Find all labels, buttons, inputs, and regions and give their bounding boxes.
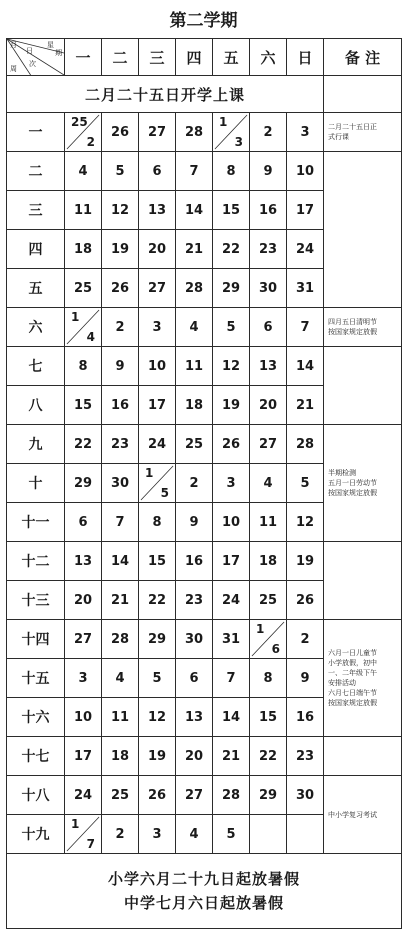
weekday-header: 日 — [287, 39, 324, 76]
day-cell: 25 — [176, 425, 213, 464]
note-line: 小学放假，初中 — [328, 659, 377, 667]
day-cell: 26 — [287, 581, 324, 620]
day-cell: 16 — [287, 698, 324, 737]
day-cell: 27 — [139, 113, 176, 152]
day-cell: 28 — [287, 425, 324, 464]
day-cell: 30 — [176, 620, 213, 659]
day-cell: 18 — [250, 542, 287, 581]
new-month-number: 7 — [86, 837, 95, 851]
footer-row — [7, 854, 402, 929]
day-cell: 19 — [102, 230, 139, 269]
day-cell: 22 — [139, 581, 176, 620]
day-cell: 15 — [65, 386, 102, 425]
new-month-number: 5 — [160, 486, 169, 500]
week-row — [7, 737, 402, 776]
day-cell: 25 — [65, 269, 102, 308]
day-cell: 20 — [250, 386, 287, 425]
note-line: 五月一日劳动节 — [328, 479, 377, 487]
new-month-number: 4 — [86, 330, 95, 344]
day-cell: 5 — [139, 659, 176, 698]
day-cell: 12 — [213, 347, 250, 386]
week-number: 一 — [7, 113, 65, 152]
term-start-banner: 二月二十五日开学上课 — [7, 76, 324, 113]
day-cell: 5 — [213, 308, 250, 347]
week-row — [7, 542, 402, 581]
notes-cell — [324, 152, 402, 308]
notes-cell — [324, 542, 402, 620]
week-number: 三 — [7, 191, 65, 230]
day-cell: 20 — [139, 230, 176, 269]
footer-line: 中学七月六日起放暑假 — [123, 894, 284, 912]
day-cell: 12 — [287, 503, 324, 542]
note-line: 按国家规定放假 — [328, 699, 377, 707]
week-number: 十九 — [7, 815, 65, 854]
week-number: 二 — [7, 152, 65, 191]
day-cell: 3 — [139, 815, 176, 854]
day-cell: 28 — [176, 113, 213, 152]
corner-day: 日 — [26, 47, 33, 55]
day-cell: 23 — [102, 425, 139, 464]
day-cell: 15 — [213, 191, 250, 230]
day-cell: 8 — [139, 503, 176, 542]
week-number: 七 — [7, 347, 65, 386]
day-cell: 11 — [250, 503, 287, 542]
week-number: 十八 — [7, 776, 65, 815]
day-cell: 20 — [176, 737, 213, 776]
note-line: 六月一日儿童节 — [328, 649, 377, 657]
week-number: 十五 — [7, 659, 65, 698]
notes-cell — [324, 620, 402, 737]
day-cell: 24 — [213, 581, 250, 620]
day-cell: 13 — [139, 191, 176, 230]
day-number: 1 — [145, 466, 154, 480]
day-cell: 10 — [287, 152, 324, 191]
day-cell: 14 — [102, 542, 139, 581]
day-cell: 3 — [139, 308, 176, 347]
note-line: 一、二年级下午 — [328, 669, 377, 677]
day-cell: 24 — [139, 425, 176, 464]
note-line: 安排活动 — [328, 679, 356, 687]
week-row — [7, 113, 402, 152]
new-month-number: 2 — [86, 135, 95, 149]
note-line: 按国家规定放假 — [328, 328, 377, 336]
day-cell: 18 — [102, 737, 139, 776]
day-cell: 21 — [213, 737, 250, 776]
day-cell: 27 — [176, 776, 213, 815]
day-number: 1 — [71, 817, 80, 831]
day-cell: 2 — [102, 815, 139, 854]
day-cell: 21 — [102, 581, 139, 620]
corner-star: 星 — [47, 41, 54, 49]
day-cell: 24 — [287, 230, 324, 269]
corner-ci: 次 — [29, 60, 36, 68]
day-cell: 7 — [102, 503, 139, 542]
note-line: 半期检测 — [328, 469, 356, 477]
day-cell: 4 — [250, 464, 287, 503]
week-row — [7, 308, 402, 347]
week-number: 十七 — [7, 737, 65, 776]
month-boundary-cell — [65, 113, 102, 152]
week-number: 十六 — [7, 698, 65, 737]
notes-cell — [324, 308, 402, 347]
week-number: 四 — [7, 230, 65, 269]
notes-cell — [324, 76, 402, 113]
corner-header — [7, 39, 65, 76]
day-cell: 2 — [250, 113, 287, 152]
day-cell: 6 — [65, 503, 102, 542]
day-cell: 2 — [102, 308, 139, 347]
day-cell: 2 — [176, 464, 213, 503]
note-line: 二月二十五日正 — [328, 123, 377, 131]
day-cell: 18 — [65, 230, 102, 269]
day-cell: 17 — [213, 542, 250, 581]
day-number: 1 — [71, 310, 80, 324]
day-number: 1 — [256, 622, 265, 636]
day-cell: 14 — [287, 347, 324, 386]
note-line: 中小学复习考试 — [328, 810, 377, 819]
day-cell: 15 — [139, 542, 176, 581]
day-cell: 28 — [176, 269, 213, 308]
day-cell: 29 — [139, 620, 176, 659]
week-row — [7, 425, 402, 464]
day-cell: 29 — [65, 464, 102, 503]
day-cell: 5 — [213, 815, 250, 854]
weekday-header: 四 — [176, 39, 213, 76]
week-row — [7, 776, 402, 815]
day-cell: 24 — [65, 776, 102, 815]
day-cell: 28 — [213, 776, 250, 815]
month-boundary-cell — [213, 113, 250, 152]
day-cell: 5 — [102, 152, 139, 191]
day-cell: 29 — [213, 269, 250, 308]
day-cell: 13 — [176, 698, 213, 737]
day-cell: 2 — [287, 620, 324, 659]
day-cell: 15 — [250, 698, 287, 737]
day-cell: 19 — [139, 737, 176, 776]
day-cell: 4 — [176, 815, 213, 854]
day-cell: 29 — [250, 776, 287, 815]
day-cell: 14 — [213, 698, 250, 737]
day-cell: 7 — [213, 659, 250, 698]
day-cell: 19 — [213, 386, 250, 425]
day-cell: 8 — [213, 152, 250, 191]
day-cell: 26 — [102, 269, 139, 308]
note-line: 式行课 — [328, 133, 349, 141]
week-row — [7, 152, 402, 191]
day-number: 1 — [219, 115, 228, 129]
day-cell: 9 — [176, 503, 213, 542]
day-number: 25 — [71, 115, 88, 129]
week-number: 九 — [7, 425, 65, 464]
day-cell: 8 — [65, 347, 102, 386]
day-cell: 11 — [65, 191, 102, 230]
weekday-header: 三 — [139, 39, 176, 76]
weekday-header: 二 — [102, 39, 139, 76]
day-cell: 9 — [250, 152, 287, 191]
day-cell — [287, 815, 324, 854]
day-cell: 31 — [213, 620, 250, 659]
day-cell: 22 — [213, 230, 250, 269]
day-cell: 23 — [176, 581, 213, 620]
day-cell: 6 — [139, 152, 176, 191]
header-row — [7, 39, 402, 76]
notes-cell — [324, 425, 402, 542]
day-cell: 20 — [65, 581, 102, 620]
day-cell: 6 — [250, 308, 287, 347]
day-cell: 16 — [250, 191, 287, 230]
month-boundary-cell — [139, 464, 176, 503]
day-cell: 21 — [287, 386, 324, 425]
week-number: 十四 — [7, 620, 65, 659]
day-cell: 9 — [287, 659, 324, 698]
weekday-header: 五 — [213, 39, 250, 76]
week-number: 十二 — [7, 542, 65, 581]
notes-cell — [324, 113, 402, 152]
day-cell: 30 — [250, 269, 287, 308]
month-boundary-cell — [250, 620, 287, 659]
footer-line: 小学六月二十九日起放暑假 — [107, 870, 300, 888]
month-boundary-cell — [65, 815, 102, 854]
day-cell: 17 — [65, 737, 102, 776]
day-cell: 11 — [176, 347, 213, 386]
day-cell: 30 — [287, 776, 324, 815]
day-cell: 26 — [213, 425, 250, 464]
day-cell: 16 — [176, 542, 213, 581]
day-cell: 12 — [139, 698, 176, 737]
week-number: 六 — [7, 308, 65, 347]
new-month-number: 3 — [234, 135, 243, 149]
day-cell: 5 — [287, 464, 324, 503]
day-cell: 23 — [287, 737, 324, 776]
day-cell: 22 — [65, 425, 102, 464]
month-boundary-cell — [65, 308, 102, 347]
day-cell: 12 — [102, 191, 139, 230]
week-number: 十一 — [7, 503, 65, 542]
note-line: 四月五日清明节 — [328, 318, 377, 326]
day-cell: 28 — [102, 620, 139, 659]
corner-month: 月 — [10, 41, 17, 49]
day-cell: 14 — [176, 191, 213, 230]
day-cell: 4 — [176, 308, 213, 347]
day-cell: 6 — [176, 659, 213, 698]
day-cell: 3 — [287, 113, 324, 152]
day-cell: 21 — [176, 230, 213, 269]
note-line: 六月七日端午节 — [328, 689, 377, 697]
day-cell: 19 — [287, 542, 324, 581]
day-cell: 3 — [65, 659, 102, 698]
day-cell: 10 — [213, 503, 250, 542]
day-cell: 10 — [65, 698, 102, 737]
notes-cell — [324, 737, 402, 776]
notes-cell — [324, 776, 402, 854]
day-cell: 30 — [102, 464, 139, 503]
day-cell: 17 — [139, 386, 176, 425]
day-cell: 4 — [65, 152, 102, 191]
corner-period: 期 — [55, 49, 62, 57]
weekday-header: 六 — [250, 39, 287, 76]
day-cell: 7 — [287, 308, 324, 347]
day-cell: 27 — [139, 269, 176, 308]
week-row — [7, 347, 402, 386]
week-row — [7, 620, 402, 659]
week-number: 十 — [7, 464, 65, 503]
day-cell — [250, 815, 287, 854]
day-cell: 13 — [250, 347, 287, 386]
day-cell: 17 — [287, 191, 324, 230]
page-title: 第二学期 — [169, 11, 238, 31]
note-line: 按国家规定放假 — [328, 489, 377, 497]
school-calendar-table — [6, 38, 402, 929]
day-cell: 22 — [250, 737, 287, 776]
day-cell: 25 — [102, 776, 139, 815]
day-cell: 26 — [139, 776, 176, 815]
day-cell: 4 — [102, 659, 139, 698]
day-cell: 8 — [250, 659, 287, 698]
day-cell: 25 — [250, 581, 287, 620]
day-cell: 9 — [102, 347, 139, 386]
day-cell: 13 — [65, 542, 102, 581]
week-number: 五 — [7, 269, 65, 308]
banner-row — [7, 76, 402, 113]
corner-week: 周 — [10, 65, 17, 73]
new-month-number: 6 — [271, 642, 280, 656]
summer-break-footer — [7, 854, 402, 929]
weekday-header: 一 — [65, 39, 102, 76]
week-number: 十三 — [7, 581, 65, 620]
day-cell: 11 — [102, 698, 139, 737]
day-cell: 26 — [102, 113, 139, 152]
notes-header: 备 注 — [324, 39, 402, 76]
day-cell: 3 — [213, 464, 250, 503]
day-cell: 31 — [287, 269, 324, 308]
day-cell: 27 — [65, 620, 102, 659]
week-number: 八 — [7, 386, 65, 425]
day-cell: 18 — [176, 386, 213, 425]
notes-cell — [324, 347, 402, 425]
day-cell: 10 — [139, 347, 176, 386]
day-cell: 7 — [176, 152, 213, 191]
day-cell: 27 — [250, 425, 287, 464]
day-cell: 16 — [102, 386, 139, 425]
day-cell: 23 — [250, 230, 287, 269]
